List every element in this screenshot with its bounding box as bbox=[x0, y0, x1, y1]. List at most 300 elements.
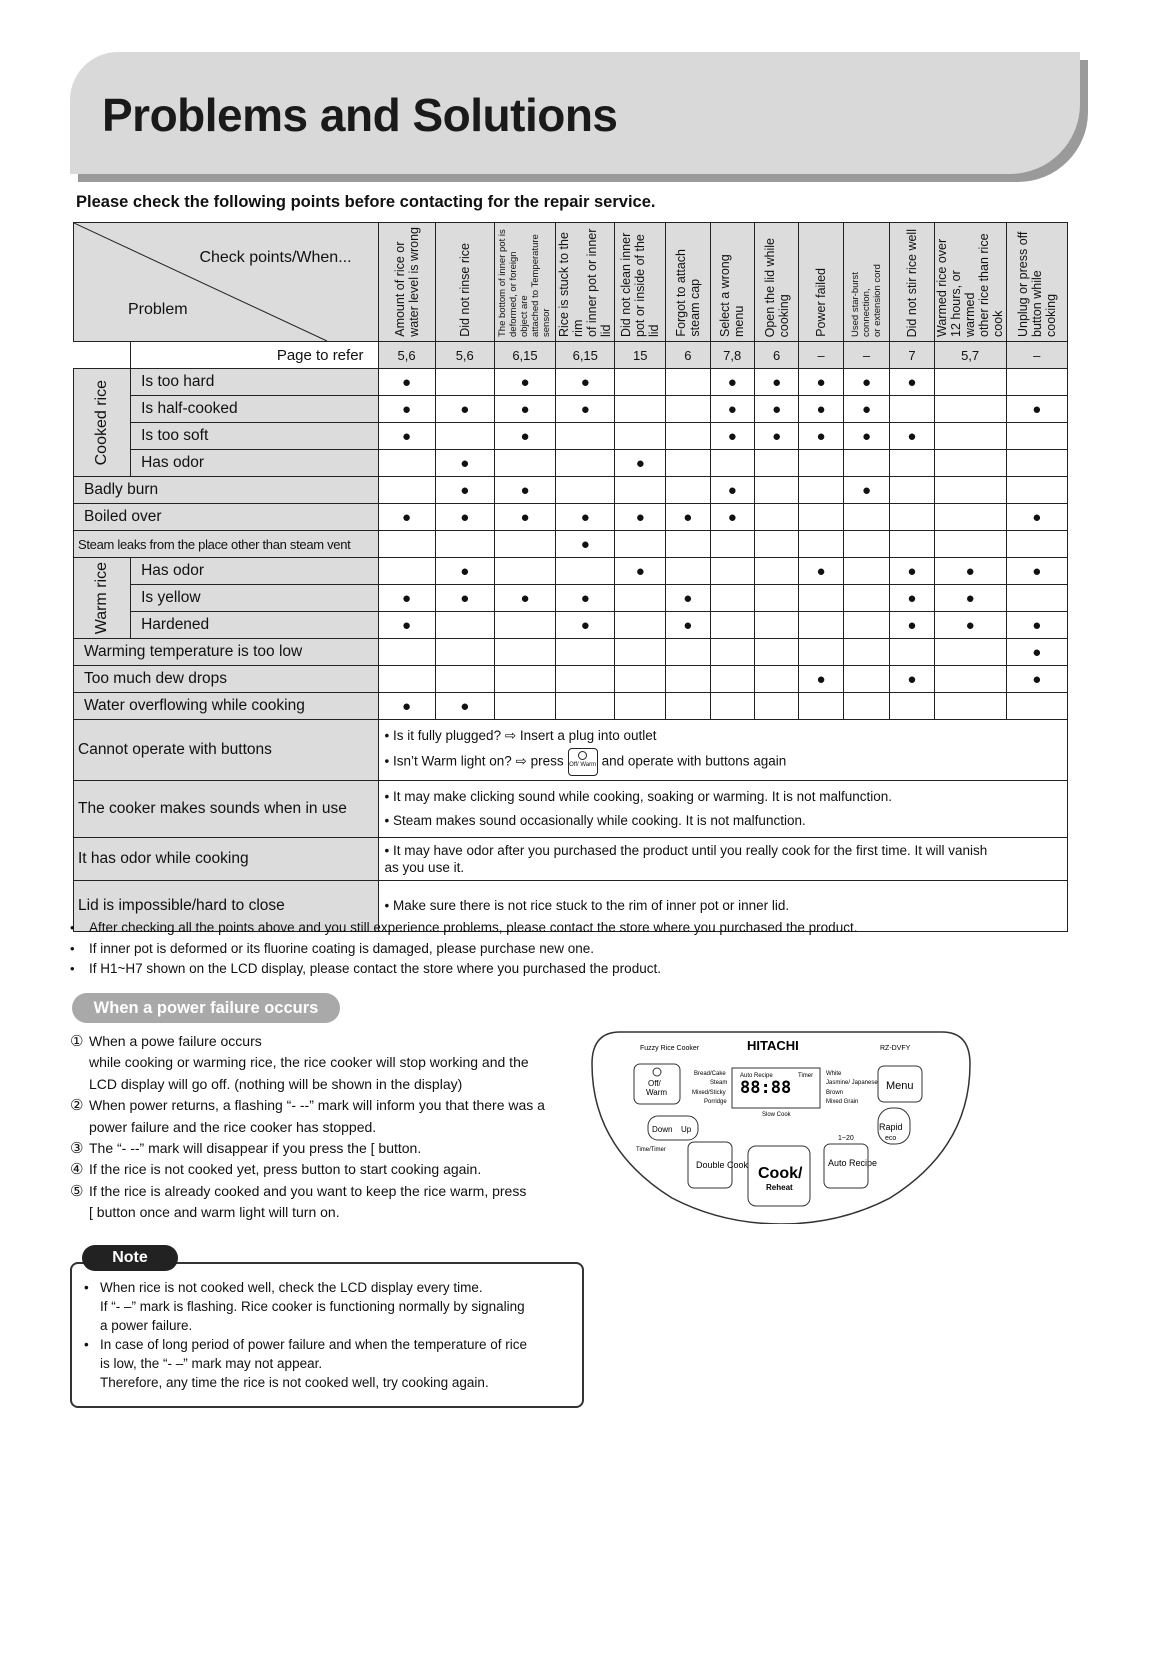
mark-cell: ● bbox=[799, 369, 843, 396]
mark-cell bbox=[615, 369, 666, 396]
info-text bbox=[378, 781, 1067, 838]
reheat-label: Reheat bbox=[766, 1183, 793, 1192]
mark-cell: ● bbox=[754, 369, 798, 396]
page-ref-cell: 6 bbox=[754, 342, 798, 369]
column-header-label: Rice is stuck to the rim of inner pot or inner lid bbox=[557, 228, 614, 337]
mark-cell: ● bbox=[934, 612, 1006, 639]
table-row bbox=[74, 693, 1068, 720]
step-continuation: [ button once and warm light will turn on. bbox=[89, 1204, 340, 1221]
column-header-label: Select a wrong menu bbox=[718, 254, 747, 337]
mark-cell: ● bbox=[378, 504, 435, 531]
mark-cell bbox=[934, 396, 1006, 423]
mark-cell bbox=[934, 450, 1006, 477]
mark-cell bbox=[934, 666, 1006, 693]
mark-cell: ● bbox=[1006, 639, 1067, 666]
info-line: • It may make clicking sound while cooking, soaking or warming. It is not malfunction. bbox=[384, 789, 892, 804]
page-ref-cell: 6,15 bbox=[494, 342, 555, 369]
column-header-label: Forgot to attach steam cap bbox=[673, 249, 702, 337]
page-ref-cell: 15 bbox=[615, 342, 666, 369]
info-label: Lid is impossible/hard to close bbox=[74, 881, 379, 932]
mark-cell: ● bbox=[890, 369, 934, 396]
mark-cell: ● bbox=[556, 396, 615, 423]
mark-cell: ● bbox=[494, 504, 555, 531]
mark-cell: ● bbox=[843, 477, 890, 504]
mark-cell bbox=[843, 612, 890, 639]
power-failure-heading: When a power failure occurs bbox=[72, 993, 340, 1023]
mark-cell bbox=[556, 693, 615, 720]
column-header bbox=[710, 223, 754, 342]
mark-cell bbox=[615, 612, 666, 639]
mark-cell: ● bbox=[710, 396, 754, 423]
rapid-label: Rapid bbox=[879, 1122, 903, 1132]
mark-cell: ● bbox=[1006, 666, 1067, 693]
mark-cell bbox=[710, 558, 754, 585]
mark-cell bbox=[494, 450, 555, 477]
problem-label: Is yellow bbox=[131, 585, 378, 612]
info-label: The cooker makes sounds when in use bbox=[74, 781, 379, 838]
down-label: Down bbox=[652, 1125, 673, 1134]
mark-cell bbox=[754, 504, 798, 531]
mark-cell: ● bbox=[890, 612, 934, 639]
mark-cell: ● bbox=[494, 585, 555, 612]
mark-cell bbox=[378, 639, 435, 666]
mark-cell: ● bbox=[378, 585, 435, 612]
table-row bbox=[74, 423, 1068, 450]
mark-cell bbox=[710, 531, 754, 558]
mark-cell bbox=[934, 693, 1006, 720]
page-ref-cell: 5,6 bbox=[435, 342, 494, 369]
mark-cell bbox=[666, 450, 710, 477]
mark-cell bbox=[934, 531, 1006, 558]
mark-cell bbox=[615, 693, 666, 720]
mark-cell bbox=[556, 450, 615, 477]
mark-cell bbox=[934, 639, 1006, 666]
lcd-timer-label: Timer bbox=[798, 1073, 814, 1079]
mark-cell bbox=[666, 639, 710, 666]
mark-cell: ● bbox=[435, 585, 494, 612]
page-row-blank bbox=[74, 342, 131, 369]
cooked-rice-group bbox=[74, 369, 131, 477]
column-header bbox=[435, 223, 494, 342]
table-row bbox=[74, 369, 1068, 396]
mark-cell: ● bbox=[710, 369, 754, 396]
table-row bbox=[74, 504, 1068, 531]
table-row bbox=[74, 639, 1068, 666]
mark-cell bbox=[1006, 585, 1067, 612]
menu-mixed-grain: Mixed Grain bbox=[826, 1099, 859, 1105]
mark-cell bbox=[934, 369, 1006, 396]
problem-label: Is too hard bbox=[131, 369, 378, 396]
step-item bbox=[70, 1181, 590, 1224]
mark-cell: ● bbox=[435, 693, 494, 720]
step-text: The “- --” mark will disappear if you press the [ button. bbox=[89, 1140, 422, 1157]
mark-cell bbox=[754, 639, 798, 666]
step-number: ② bbox=[70, 1097, 84, 1115]
mark-cell: ● bbox=[666, 504, 710, 531]
table-row bbox=[74, 531, 1068, 558]
mark-cell bbox=[494, 639, 555, 666]
mark-cell bbox=[494, 531, 555, 558]
mark-cell bbox=[934, 423, 1006, 450]
table-row bbox=[74, 450, 1068, 477]
mark-cell bbox=[710, 585, 754, 612]
menu-panel-label: Menu bbox=[886, 1080, 914, 1092]
mark-cell bbox=[799, 450, 843, 477]
mark-cell: ● bbox=[494, 396, 555, 423]
mark-cell bbox=[666, 531, 710, 558]
step-continuation: power failure and the rice cooker has stopped. bbox=[89, 1118, 377, 1135]
group-label: Warm rice bbox=[93, 561, 111, 635]
info-line: as you use it. bbox=[384, 860, 465, 875]
mark-cell bbox=[799, 531, 843, 558]
after-note-item: • If inner pot is deformed or its fluorine coating is damaged, please purchase new one. bbox=[70, 939, 857, 960]
mark-cell bbox=[615, 477, 666, 504]
info-text bbox=[378, 838, 1067, 881]
step-item bbox=[70, 1138, 590, 1159]
info-line-button bbox=[385, 748, 1061, 776]
mark-cell bbox=[666, 477, 710, 504]
mark-cell bbox=[710, 693, 754, 720]
corner-problem-label: Problem bbox=[128, 301, 188, 318]
mark-cell: ● bbox=[556, 504, 615, 531]
mark-cell bbox=[556, 639, 615, 666]
mark-cell: ● bbox=[934, 585, 1006, 612]
note-continuation: If “- –” mark is flashing. Rice cooker is functioning normally by signaling bbox=[100, 1299, 525, 1314]
page-ref-cell: 6,15 bbox=[556, 342, 615, 369]
mark-cell bbox=[843, 639, 890, 666]
mark-cell bbox=[615, 531, 666, 558]
mark-cell bbox=[556, 477, 615, 504]
mark-cell bbox=[378, 666, 435, 693]
mark-cell bbox=[435, 531, 494, 558]
mark-cell bbox=[556, 558, 615, 585]
mark-cell bbox=[494, 612, 555, 639]
eco-label: eco bbox=[885, 1135, 897, 1142]
info-line: • Make sure there is not rice stuck to the rim of inner pot or inner lid. bbox=[384, 898, 790, 913]
menu-bread: Bread/Cake bbox=[694, 1071, 726, 1077]
column-header bbox=[754, 223, 798, 342]
note-item bbox=[84, 1335, 564, 1392]
mark-cell: ● bbox=[378, 423, 435, 450]
step-text: When a powe failure occurs bbox=[89, 1033, 262, 1049]
mark-cell bbox=[754, 531, 798, 558]
table-row bbox=[74, 396, 1068, 423]
mark-cell bbox=[615, 396, 666, 423]
mark-cell bbox=[890, 450, 934, 477]
mark-cell: ● bbox=[890, 558, 934, 585]
note-continuation: Therefore, any time the rice is not cooked well, try cooking again. bbox=[100, 1375, 489, 1390]
mark-cell bbox=[843, 450, 890, 477]
mark-cell: ● bbox=[556, 531, 615, 558]
mark-cell: ● bbox=[435, 558, 494, 585]
page-ref-cell: – bbox=[843, 342, 890, 369]
mark-cell: ● bbox=[710, 477, 754, 504]
mark-cell bbox=[710, 639, 754, 666]
cook-label: Cook/ bbox=[758, 1165, 803, 1182]
mark-cell bbox=[435, 423, 494, 450]
mark-cell: ● bbox=[754, 396, 798, 423]
problem-label: Hardened bbox=[131, 612, 378, 639]
problem-label: Has odor bbox=[131, 450, 378, 477]
power-failure-steps bbox=[70, 1031, 590, 1224]
step-item bbox=[70, 1095, 590, 1138]
menu-porridge: Porridge bbox=[704, 1099, 727, 1105]
column-header-label: Used star-burst connection, or extension cord bbox=[849, 264, 883, 337]
menu-brown: Brown bbox=[826, 1090, 844, 1096]
mark-cell bbox=[754, 693, 798, 720]
column-header-label: Did not clean inner pot or inside of the lid bbox=[619, 232, 662, 337]
column-header-label: Amount of rice or water level is wrong bbox=[392, 227, 421, 337]
mark-cell: ● bbox=[799, 423, 843, 450]
mark-cell bbox=[890, 531, 934, 558]
note-item bbox=[84, 1278, 564, 1335]
mark-cell bbox=[754, 666, 798, 693]
note-item-text: • When rice is not cooked well, check the LCD display every time. bbox=[84, 1280, 483, 1295]
mark-cell bbox=[666, 558, 710, 585]
range-label: 1~20 bbox=[838, 1135, 854, 1142]
info-row bbox=[74, 781, 1068, 838]
mark-cell: ● bbox=[890, 585, 934, 612]
note-item-text: • In case of long period of power failure and when the temperature of rice bbox=[84, 1337, 527, 1352]
step-continuation: while cooking or warming rice, the rice cooker will stop working and the bbox=[89, 1054, 529, 1071]
mark-cell: ● bbox=[1006, 612, 1067, 639]
column-header-label: Open the lid while cooking bbox=[762, 237, 791, 337]
step-number: ① bbox=[70, 1033, 84, 1050]
problem-label: Water overflowing while cooking bbox=[74, 693, 379, 720]
step-number: ⑤ bbox=[70, 1182, 84, 1200]
problem-label: Boiled over bbox=[74, 504, 379, 531]
after-notes-list bbox=[70, 918, 857, 980]
page-ref-cell: 5,7 bbox=[934, 342, 1006, 369]
mark-cell: ● bbox=[934, 558, 1006, 585]
problem-label: Too much dew drops bbox=[74, 666, 379, 693]
info-label: Cannot operate with buttons bbox=[74, 720, 379, 781]
mark-cell: ● bbox=[615, 558, 666, 585]
mark-cell bbox=[710, 450, 754, 477]
page-ref-cell: 7 bbox=[890, 342, 934, 369]
slow-cook-label: Slow Cook bbox=[762, 1112, 791, 1118]
mark-cell bbox=[615, 639, 666, 666]
problem-label: Steam leaks from the place other than steam vent bbox=[74, 531, 379, 558]
mark-cell bbox=[710, 666, 754, 693]
mark-cell bbox=[615, 666, 666, 693]
page-ref-cell: – bbox=[799, 342, 843, 369]
mark-cell: ● bbox=[843, 423, 890, 450]
mark-cell: ● bbox=[556, 612, 615, 639]
mark-cell bbox=[843, 558, 890, 585]
step-item bbox=[70, 1031, 590, 1095]
double-cook-label: Double Cook bbox=[696, 1160, 749, 1170]
mark-cell bbox=[435, 639, 494, 666]
info-line-before: • Isn’t Warm light on? ⇨ press bbox=[384, 753, 564, 769]
mark-cell: ● bbox=[890, 666, 934, 693]
note-title: Note bbox=[82, 1245, 178, 1271]
page-ref-cell: 6 bbox=[666, 342, 710, 369]
table-row bbox=[74, 666, 1068, 693]
mark-cell: ● bbox=[435, 450, 494, 477]
mark-cell bbox=[843, 531, 890, 558]
mark-cell bbox=[666, 666, 710, 693]
panel-series: Fuzzy Rice Cooker bbox=[640, 1045, 700, 1052]
mark-cell bbox=[799, 477, 843, 504]
mark-cell bbox=[754, 558, 798, 585]
mark-cell bbox=[754, 585, 798, 612]
mark-cell: ● bbox=[378, 369, 435, 396]
info-row bbox=[74, 720, 1068, 781]
mark-cell bbox=[710, 612, 754, 639]
intro-text: Please check the following points before contacting for the repair service. bbox=[76, 193, 656, 211]
mark-cell bbox=[494, 666, 555, 693]
mark-cell: ● bbox=[435, 477, 494, 504]
menu-white: White bbox=[826, 1071, 842, 1077]
problem-matrix-table bbox=[73, 222, 1068, 932]
menu-mixed: Mixed/Sticky bbox=[692, 1090, 726, 1096]
column-header bbox=[843, 223, 890, 342]
panel-model: RZ-DVFY bbox=[880, 1045, 911, 1052]
mark-cell: ● bbox=[666, 585, 710, 612]
mark-cell bbox=[435, 369, 494, 396]
mark-cell: ● bbox=[494, 423, 555, 450]
mark-cell bbox=[666, 369, 710, 396]
mark-cell: ● bbox=[435, 396, 494, 423]
mark-cell bbox=[615, 423, 666, 450]
offwarm-panel-label: Off/ bbox=[648, 1079, 661, 1088]
mark-cell: ● bbox=[378, 693, 435, 720]
mark-cell: ● bbox=[494, 477, 555, 504]
mark-cell bbox=[799, 639, 843, 666]
mark-cell bbox=[666, 423, 710, 450]
mark-cell bbox=[843, 585, 890, 612]
note-continuation: a power failure. bbox=[100, 1318, 193, 1333]
mark-cell: ● bbox=[843, 369, 890, 396]
mark-cell: ● bbox=[666, 612, 710, 639]
mark-cell: ● bbox=[378, 396, 435, 423]
problem-label: Warming temperature is too low bbox=[74, 639, 379, 666]
mark-cell bbox=[1006, 423, 1067, 450]
mark-cell bbox=[890, 477, 934, 504]
mark-cell: ● bbox=[799, 558, 843, 585]
mark-cell bbox=[1006, 369, 1067, 396]
mark-cell bbox=[1006, 477, 1067, 504]
column-header bbox=[615, 223, 666, 342]
mark-cell: ● bbox=[615, 450, 666, 477]
problem-label: Badly burn bbox=[74, 477, 379, 504]
time-timer-label: Time/Timer bbox=[636, 1147, 666, 1153]
info-text bbox=[378, 720, 1067, 781]
mark-cell bbox=[378, 531, 435, 558]
mark-cell bbox=[754, 450, 798, 477]
mark-cell bbox=[890, 639, 934, 666]
group-label: Cooked rice bbox=[93, 379, 111, 466]
page-to-refer-label: Page to refer bbox=[131, 342, 378, 369]
mark-cell bbox=[843, 504, 890, 531]
mark-cell: ● bbox=[799, 666, 843, 693]
column-header-label: Unplug or press off button while cooking bbox=[1015, 231, 1058, 337]
column-header-label: Did not rinse rice bbox=[457, 243, 472, 337]
auto-recipe-label: Auto Recipe bbox=[828, 1158, 878, 1168]
mark-cell bbox=[378, 558, 435, 585]
mark-cell bbox=[556, 666, 615, 693]
mark-cell bbox=[1006, 531, 1067, 558]
mark-cell: ● bbox=[556, 585, 615, 612]
mark-cell bbox=[615, 585, 666, 612]
mark-cell: ● bbox=[799, 396, 843, 423]
mark-cell: ● bbox=[435, 504, 494, 531]
mark-cell: ● bbox=[1006, 504, 1067, 531]
mark-cell: ● bbox=[710, 504, 754, 531]
mark-cell bbox=[435, 666, 494, 693]
column-header bbox=[378, 223, 435, 342]
table-row bbox=[74, 558, 1068, 585]
mark-cell bbox=[494, 558, 555, 585]
page-title: Problems and Solutions bbox=[102, 89, 618, 141]
column-header bbox=[890, 223, 934, 342]
page-ref-cell: – bbox=[1006, 342, 1067, 369]
warm-rice-group bbox=[74, 558, 131, 639]
column-header bbox=[934, 223, 1006, 342]
info-row bbox=[74, 838, 1068, 881]
info-line: • Steam makes sound occasionally while cooking. It is not malfunction. bbox=[384, 813, 806, 828]
mark-cell bbox=[799, 585, 843, 612]
problem-label: Has odor bbox=[131, 558, 378, 585]
table-row bbox=[74, 585, 1068, 612]
column-header bbox=[556, 223, 615, 342]
mark-cell bbox=[1006, 693, 1067, 720]
corner-check-label: Check points/When... bbox=[199, 249, 352, 266]
column-header-label: Power failed bbox=[814, 268, 829, 337]
step-number: ④ bbox=[70, 1161, 84, 1179]
page-ref-cell: 7,8 bbox=[710, 342, 754, 369]
mark-cell bbox=[799, 693, 843, 720]
menu-steam: Steam bbox=[710, 1080, 728, 1086]
mark-cell bbox=[934, 477, 1006, 504]
mark-cell bbox=[666, 693, 710, 720]
offwarm-button-icon: Off/ Warm bbox=[568, 748, 598, 776]
offwarm-panel-label2: Warm bbox=[646, 1088, 668, 1097]
step-number: ③ bbox=[70, 1140, 84, 1158]
info-line-after: and operate with buttons again bbox=[601, 753, 787, 769]
column-header bbox=[494, 223, 555, 342]
lcd-digits: 88:88 bbox=[740, 1078, 792, 1098]
column-header-label: The bottom of inner pot is deformed, or foreign object are attached to Temperature sensor bbox=[497, 229, 553, 337]
column-header bbox=[1006, 223, 1067, 342]
mark-cell bbox=[435, 612, 494, 639]
after-note-item: • After checking all the points above and you still experience problems, please contact the store where you purchased the product. bbox=[70, 918, 857, 939]
column-header-label: Warmed rice over 12 hours, or warmed other rice than rice cook bbox=[935, 233, 1006, 337]
up-label: Up bbox=[681, 1125, 692, 1134]
note-continuation: is low, the “- –” mark may not appear. bbox=[100, 1356, 323, 1371]
mark-cell bbox=[890, 396, 934, 423]
mark-cell: ● bbox=[378, 612, 435, 639]
step-text: If the rice is not cooked yet, press button to start cooking again. bbox=[89, 1161, 482, 1178]
mark-cell bbox=[890, 504, 934, 531]
mark-cell bbox=[754, 477, 798, 504]
mark-cell bbox=[494, 693, 555, 720]
info-line: • Is it fully plugged? ⇨ Insert a plug into outlet bbox=[384, 728, 657, 743]
control-panel-illustration bbox=[590, 1028, 972, 1224]
note-text bbox=[84, 1278, 564, 1392]
problem-label: Is too soft bbox=[131, 423, 378, 450]
info-line: • It may have odor after you purchased the product until you really cook for the first time. It will vanish bbox=[384, 843, 988, 858]
mark-cell bbox=[934, 504, 1006, 531]
column-header bbox=[799, 223, 843, 342]
mark-cell bbox=[556, 423, 615, 450]
mark-cell: ● bbox=[890, 423, 934, 450]
mark-cell: ● bbox=[754, 423, 798, 450]
mark-cell bbox=[754, 612, 798, 639]
column-header bbox=[666, 223, 710, 342]
lcd-auto-label: Auto Recipe bbox=[740, 1073, 773, 1079]
